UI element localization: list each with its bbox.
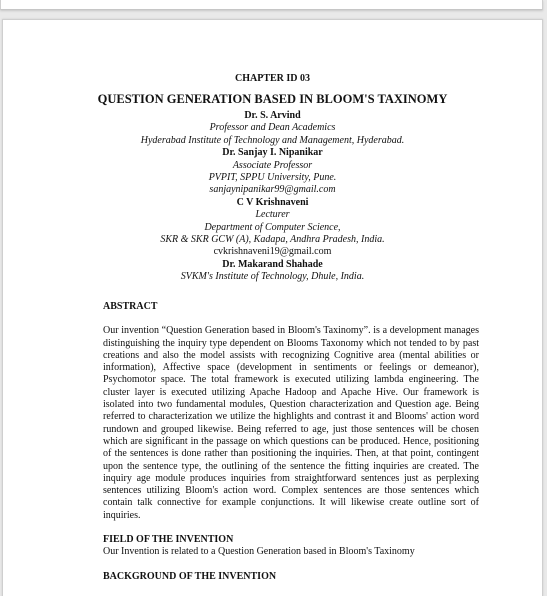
field-text: Our Invention is related to a Question Generation based in Bloom's Taxinomy [103, 546, 415, 558]
author-name: C V Krishnaveni [236, 196, 309, 208]
author-list [3, 110, 542, 284]
author-affiliation: PVPIT, SPPU University, Pune. [208, 172, 337, 184]
author-affiliation: SKR & SKR GCW (A), Kadapa, Andhra Pradesh, India. [160, 234, 385, 246]
document-body [103, 301, 479, 583]
abstract-heading: ABSTRACT [103, 301, 158, 312]
chapter-id: CHAPTER ID 03 [234, 73, 310, 84]
author-email: sanjaynipanikar99@gmail.com [209, 184, 336, 196]
chapter-title: QUESTION GENERATION BASED IN BLOOM'S TAXINOMY [97, 92, 448, 106]
author-affiliation: Hyderabad Institute of Technology and Management, Hyderabad. [140, 134, 405, 146]
author-name: Dr. Sanjay I. Nipanikar [222, 147, 323, 159]
document-page [2, 19, 543, 596]
author-department: Department of Computer Science, [204, 221, 341, 233]
author-name: Dr. S. Arvind [244, 110, 301, 121]
author-designation: Lecturer [255, 209, 290, 221]
author-affiliation: SVKM's Institute of Technology, Dhule, India. [180, 271, 365, 283]
author-name: Dr. Makarand Shahade [222, 258, 323, 270]
author-designation: Professor and Dean Academics [209, 122, 336, 134]
background-heading: BACKGROUND OF THE INVENTION [103, 570, 277, 582]
field-heading: FIELD OF THE INVENTION [103, 534, 234, 546]
previous-page-edge [0, 0, 543, 10]
abstract-text: Our invention “Question Generation based in Bloom's Taxinomy”. is a development manages distinguishing the inquiry type dependent on Blooms Taxonomy which not tended to by past creations and also the model assists with recognizing Cognitive area (mental abilities or information), Affective space (development in sentiments or feelings or demeanor), Psychomotor space. The total framework is executed utilizing lambda engineering. The cluster layer is executed utilizing Apache Hadoop and Apache Hive. Our framework is isolated into two fundamental modules, Question characterization and Question age. Being referred to characterization we utilize the highlights and contrast it and Blooms' action word rundown and grouped likewise. Being referred to age, just those sentences will be chosen which are significant in the passage on which questions can be produced. Hence, positioning of the sentences is done rather than positioning the inquiries. Then, at that point, contingent upon the sentence type, the outlining of the sentence the fitting inquiries are created. The inquiry age module produces inquiries from straightforward sentences just as perplexing sentences utilizing Bloom's action word. Complex sentences are those sentences which contain talk connective for example conjunctions. It will likewise create outline sort of inquiries. [103, 325, 479, 521]
author-designation: Associate Professor [232, 159, 313, 171]
chapter-header [3, 72, 542, 284]
author-email: cvkrishnaveni19@gmail.com [213, 246, 332, 258]
